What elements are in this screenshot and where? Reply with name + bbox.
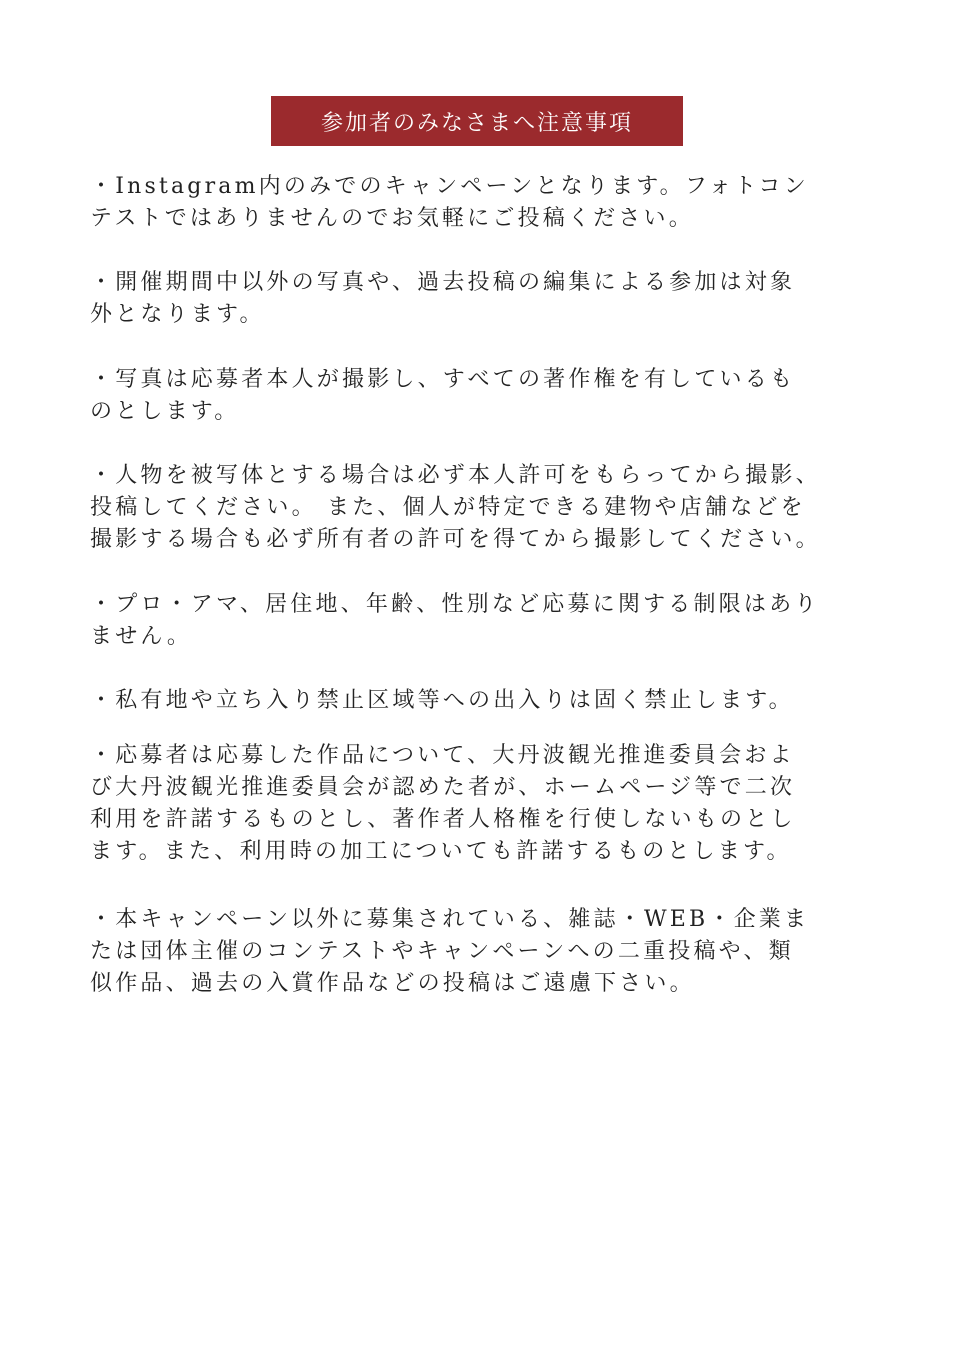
notice-line: ・本キャンペーン以外に募集されている、雑誌・WEB・企業ま bbox=[90, 907, 810, 932]
notice-line: 撮影する場合も必ず所有者の許可を得てから撮影してください。 bbox=[90, 527, 821, 552]
notice-line: たは団体主催のコンテストやキャンペーンへの二重投稿や、類 bbox=[90, 939, 794, 964]
notice-line: ・Instagram内のみでのキャンペーンとなります。フォトコン bbox=[90, 174, 809, 199]
notice-line: ・応募者は応募した作品について、大丹波観光推進委員会およ bbox=[90, 743, 795, 768]
notice-item-5 bbox=[90, 589, 880, 653]
notice-line: ・人物を被写体とする場合は必ず本人許可をもらってから撮影、 bbox=[90, 463, 821, 488]
notice-line: 外となります。 bbox=[90, 302, 265, 327]
notice-line: 似作品、過去の入賞作品などの投稿はご遠慮下さい。 bbox=[90, 971, 695, 996]
notice-line: ません。 bbox=[90, 624, 193, 649]
notice-line: ・プロ・アマ、居住地、年齢、性別など応募に関する制限はあり bbox=[90, 592, 820, 617]
notice-item-7 bbox=[90, 740, 880, 868]
notice-item-2 bbox=[90, 267, 880, 331]
notice-line: ・写真は応募者本人が撮影し、すべての著作権を有しているも bbox=[90, 367, 796, 392]
notice-item-8 bbox=[90, 904, 880, 1000]
notice-item-3 bbox=[90, 364, 880, 428]
notice-line: 投稿してください。 また、個人が特定できる建物や店舗などを bbox=[90, 495, 806, 520]
notice-item-1 bbox=[90, 171, 880, 235]
notice-line: び大丹波観光推進委員会が認めた者が、ホームページ等で二次 bbox=[90, 775, 796, 800]
notice-line: ・開催期間中以外の写真や、過去投稿の編集による参加は対象 bbox=[90, 270, 796, 295]
notice-item-6 bbox=[90, 685, 880, 717]
page-title: 参加者のみなさまへ注意事項 bbox=[271, 96, 683, 146]
notice-line: テストではありませんのでお気軽にご投稿ください。 bbox=[90, 206, 694, 231]
notice-line: ・私有地や立ち入り禁止区域等への出入りは固く禁止します。 bbox=[90, 688, 794, 713]
notice-line: ます。また、利用時の加工についても許諾するものとします。 bbox=[90, 839, 792, 864]
notice-item-4 bbox=[90, 460, 880, 556]
notice-line: 利用を許諾するものとし、著作者人格権を行使しないものとし bbox=[90, 807, 796, 832]
notice-line: のとします。 bbox=[90, 399, 240, 424]
